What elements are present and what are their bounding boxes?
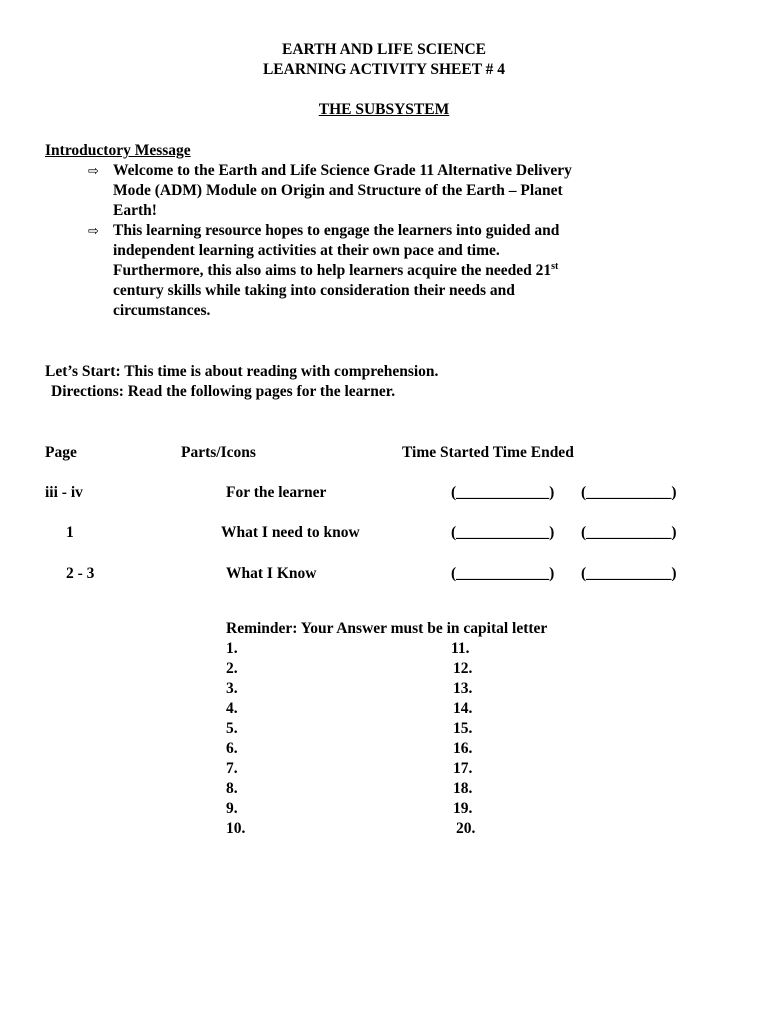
answer-number-item: 17. xyxy=(453,760,473,777)
answer-number-item: 19. xyxy=(453,800,473,817)
answer-number-item: 14. xyxy=(453,700,473,717)
row-1-time-ended: (___________) xyxy=(581,484,677,501)
row-3-time-started: (____________) xyxy=(451,565,555,582)
answer-number-item: 2. xyxy=(226,660,238,677)
answer-number-item: 7. xyxy=(226,760,238,777)
row-2-time-started: (____________) xyxy=(451,524,555,541)
answer-number-item: 8. xyxy=(226,780,238,797)
bullet-2-line-3-text: Furthermore, this also aims to help learners acquire the needed 21 xyxy=(113,262,552,279)
bullet-1-line-2: Mode (ADM) Module on Origin and Structure of the Earth – Planet xyxy=(113,182,563,199)
answer-number-item: 9. xyxy=(226,800,238,817)
bullet-1-line-3: Earth! xyxy=(113,202,157,219)
bullet-2-line-1: This learning resource hopes to engage the learners into guided and xyxy=(113,222,560,239)
reminder-text: Reminder: Your Answer must be in capital letter xyxy=(226,620,548,637)
row-2-time-ended: (___________) xyxy=(581,524,677,541)
answer-number-item: 11. xyxy=(451,640,470,657)
lets-start-line: Let’s Start: This time is about reading with comprehension. xyxy=(45,363,439,380)
answer-number-item: 4. xyxy=(226,700,238,717)
row-1-time-started: (____________) xyxy=(451,484,555,501)
header-time: Time Started Time Ended xyxy=(402,444,574,461)
intro-bullet-2 xyxy=(0,221,768,321)
superscript-st: st xyxy=(551,260,559,272)
right-arrow-outline-icon: ⇨ xyxy=(88,164,99,179)
directions-line: Directions: Read the following pages for the learner. xyxy=(51,383,396,400)
answer-number-item: 10. xyxy=(226,820,246,837)
answer-number-item: 12. xyxy=(453,660,473,677)
title-line-1: EARTH AND LIFE SCIENCE xyxy=(281,41,486,58)
header-page: Page xyxy=(45,444,77,461)
row-2-page: 1 xyxy=(66,524,74,541)
header-parts-icons: Parts/Icons xyxy=(181,444,256,461)
answer-number-item: 1. xyxy=(226,640,238,657)
answer-number-item: 16. xyxy=(453,740,473,757)
row-3-part: What I Know xyxy=(226,565,317,582)
bullet-2-line-2: independent learning activities at their own pace and time. xyxy=(113,242,500,259)
row-1-page: iii - iv xyxy=(45,484,83,501)
intro-heading: Introductory Message xyxy=(45,142,191,159)
row-3-page: 2 - 3 xyxy=(66,565,95,582)
answer-number-item: 13. xyxy=(453,680,473,697)
row-1-part: For the learner xyxy=(226,484,327,501)
row-3-time-ended: (___________) xyxy=(581,565,677,582)
bullet-2-line-4: century skills while taking into consideration their needs and xyxy=(113,282,515,299)
answer-number-item: 5. xyxy=(226,720,238,737)
subtitle: THE SUBSYSTEM xyxy=(318,101,450,118)
answer-number-item: 18. xyxy=(453,780,473,797)
right-arrow-outline-icon: ⇨ xyxy=(88,224,99,239)
answer-number-item: 15. xyxy=(453,720,473,737)
title-line-2: LEARNING ACTIVITY SHEET # 4 xyxy=(262,61,506,78)
row-2-part: What I need to know xyxy=(221,524,360,541)
bullet-2-line-3 xyxy=(113,261,558,281)
answer-number-item: 20. xyxy=(456,820,476,837)
bullet-2-line-5: circumstances. xyxy=(113,302,211,319)
bullet-1-line-1: Welcome to the Earth and Life Science Grade 11 Alternative Delivery xyxy=(113,162,572,179)
intro-bullet-1 xyxy=(0,161,768,221)
answer-number-item: 6. xyxy=(226,740,238,757)
answer-number-item: 3. xyxy=(226,680,238,697)
